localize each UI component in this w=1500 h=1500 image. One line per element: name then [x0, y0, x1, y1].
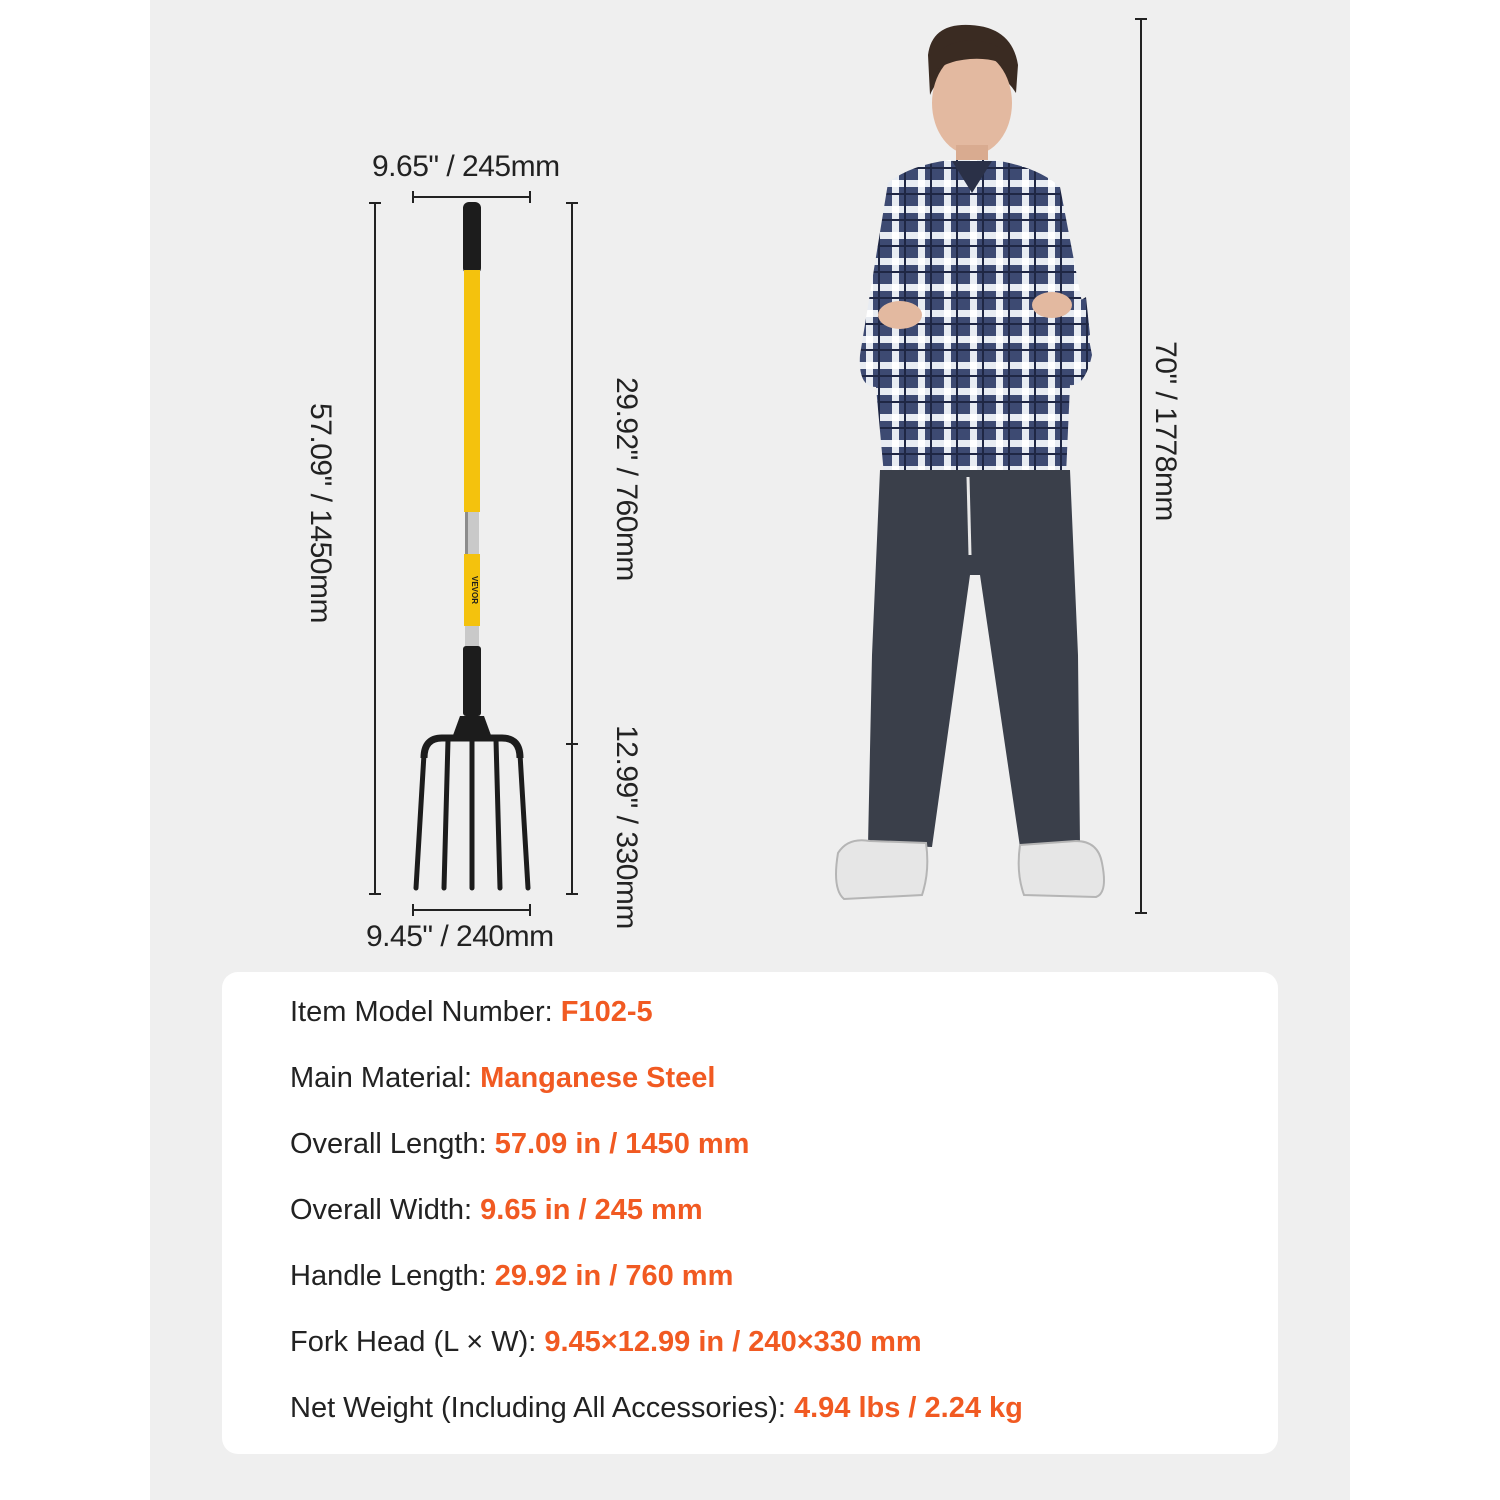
spec-value: 57.09 in / 1450 mm [494, 1128, 750, 1160]
overall-length-tick-bottom [369, 893, 381, 895]
handle-length-tick-mid [566, 743, 578, 745]
spec-value: 9.65 in / 245 mm [480, 1194, 703, 1226]
spec-model-number [290, 996, 653, 1029]
handle-length-label: 29.92" / 760mm [610, 377, 643, 581]
handle-length-tick-top [566, 202, 578, 204]
spec-value: 4.94 lbs / 2.24 kg [793, 1392, 1023, 1424]
head-length-label: 12.99" / 330mm [610, 725, 643, 929]
spec-card [222, 972, 1278, 1454]
spec-label: Main Material: [290, 1062, 481, 1094]
bottom-width-label: 9.45" / 240mm [366, 920, 554, 953]
spec-handle-length [290, 1260, 733, 1293]
person-height-tick-bottom [1135, 912, 1147, 914]
spec-value: 9.45×12.99 in / 240×330 mm [544, 1326, 922, 1358]
spec-overall-length [290, 1128, 749, 1161]
overall-length-tick-top [369, 202, 381, 204]
person-image [830, 15, 1110, 915]
spec-label: Handle Length: [290, 1260, 495, 1292]
spec-value: F102-5 [560, 996, 653, 1028]
bottom-width-line [413, 909, 531, 911]
spec-net-weight [290, 1392, 1023, 1425]
spec-label: Item Model Number: [290, 996, 561, 1028]
brand-mark: VEVOR [470, 575, 479, 605]
pitchfork-image [402, 198, 542, 898]
bottom-width-tick-left [412, 904, 414, 916]
spec-value: Manganese Steel [480, 1062, 716, 1094]
person-height-label: 70" / 1778mm [1149, 341, 1182, 521]
top-width-label: 9.65" / 245mm [372, 150, 560, 183]
spec-label: Net Weight (Including All Accessories): [290, 1392, 794, 1424]
person-height-tick-top [1135, 18, 1147, 20]
overall-length-line [374, 203, 376, 895]
spec-value: 29.92 in / 760 mm [494, 1260, 734, 1292]
handle-length-tick-bottom [566, 893, 578, 895]
bottom-width-tick-right [529, 904, 531, 916]
spec-label: Overall Width: [290, 1194, 481, 1226]
spec-fork-head [290, 1326, 922, 1359]
spec-overall-width [290, 1194, 703, 1227]
spec-main-material [290, 1062, 716, 1095]
overall-length-label: 57.09" / 1450mm [304, 403, 337, 623]
spec-label: Overall Length: [290, 1128, 495, 1160]
person-height-line [1140, 18, 1142, 914]
handle-length-line [571, 203, 573, 895]
spec-label: Fork Head (L × W): [290, 1326, 545, 1358]
